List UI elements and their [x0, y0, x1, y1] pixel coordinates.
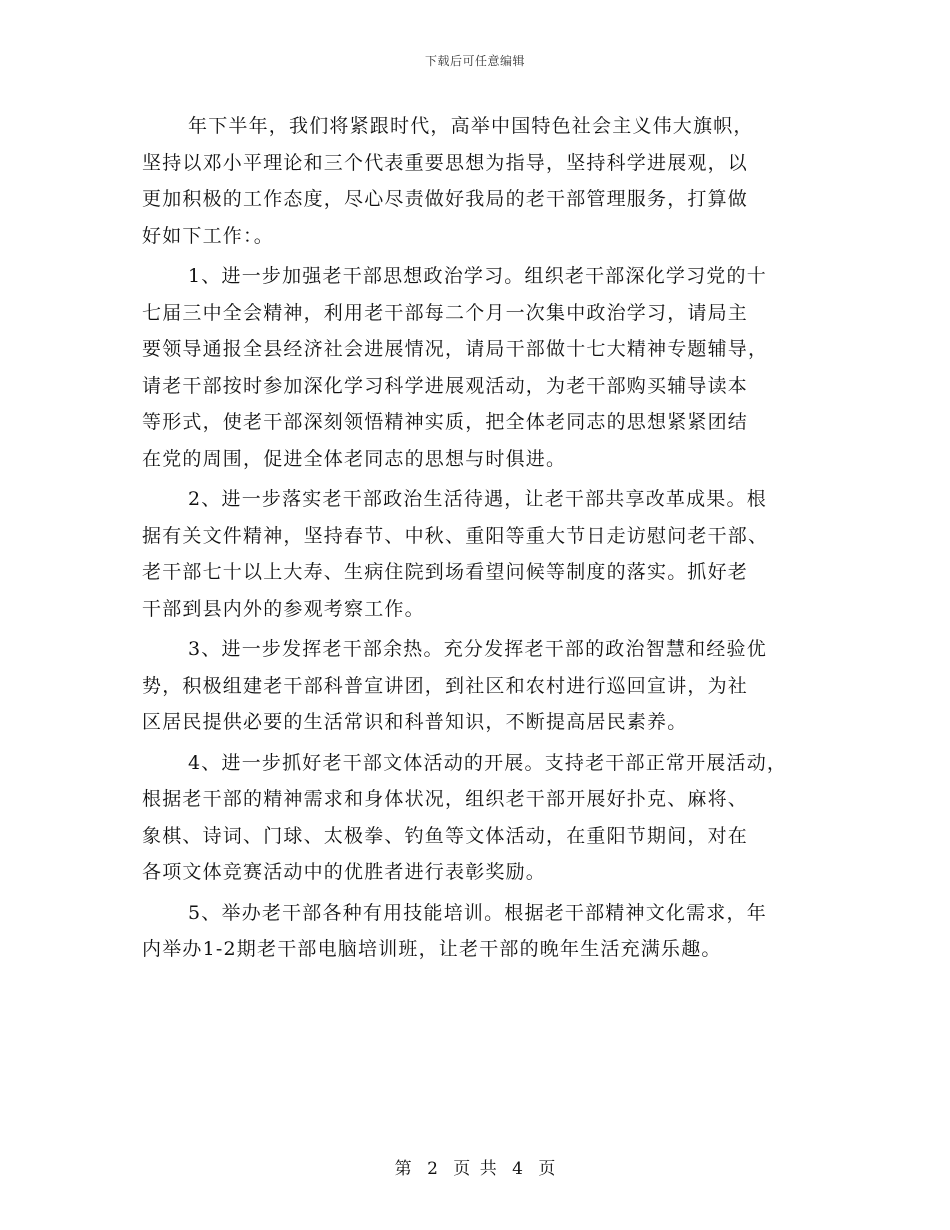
- footer-suffix: 页: [538, 1159, 556, 1179]
- text-line: 根据老干部的精神需求和身体状况，组织老干部开展好扑克、麻将、: [142, 788, 749, 810]
- text-line: 好如下工作：。: [142, 224, 274, 247]
- text-line: 2、进一步落实老干部政治生活待遇，让老干部共享改革成果。根: [188, 488, 767, 510]
- text-line: 象棋、诗词、门球、太极拳、钓鱼等文体活动，在重阳节期间，对在: [142, 824, 749, 847]
- page-footer: [0, 1154, 950, 1179]
- text-line: 要领导通报全县经济社会进展情况，请局干部做十七大精神专题辅导，: [142, 338, 769, 360]
- text-line: 势，积极组建老干部科普宣讲团，到社区和农村进行巡回宣讲，为社: [142, 674, 749, 697]
- text-line: 更加积极的工作态度，尽心尽责做好我局的老干部管理服务，打算做: [142, 188, 749, 210]
- text-line: 各项文体竞赛活动中的优胜者进行表彰奖励。: [142, 861, 547, 883]
- text-line: 等形式，使老干部深刻领悟精神实质，把全体老同志的思想紧紧团结: [142, 411, 749, 433]
- paragraph: [142, 258, 832, 477]
- text-line: 5、举办老干部各种有用技能培训。根据老干部精神文化需求，年: [188, 901, 767, 924]
- text-line: 据有关文件精神，坚持春节、中秋、重阳等重大节日走访慰问老干部、: [142, 524, 769, 547]
- text-line: 在党的周围，促进全体老同志的思想与时俱进。: [142, 447, 567, 470]
- text-line: 老干部七十以上大寿、生病住院到场看望问候等制度的落实。抓好老: [142, 561, 749, 583]
- text-line: 1、进一步加强老干部思想政治学习。组织老干部深化学习党的十: [188, 265, 767, 287]
- text-line: 干部到县内外的参观考察工作。: [142, 597, 425, 620]
- footer-prefix: 第: [394, 1159, 412, 1179]
- paragraph: [142, 895, 832, 968]
- text-line: 七届三中全会精神，利用老干部每二个月一次集中政治学习，请局主: [142, 301, 749, 324]
- text-line: 4、进一步抓好老干部文体活动的开展。支持老干部正常开展活动，: [188, 751, 788, 774]
- paragraph: [142, 745, 832, 891]
- text-line: 区居民提供必要的生活常识和科普知识，不断提高居民素养。: [142, 711, 688, 733]
- text-line: 请老干部按时参加深化学习科学进展观活动，为老干部购买辅导读本: [142, 374, 749, 397]
- text-line: 内举办1-2期老干部电脑培训班，让老干部的晚年生活充满乐趣。: [142, 938, 722, 960]
- current-page-number: 2: [427, 1159, 438, 1179]
- text-line: 3、进一步发挥老干部余热。充分发挥老干部的政治智慧和经验优: [188, 638, 767, 660]
- paragraph: [142, 481, 832, 627]
- footer-middle: 页 共: [453, 1159, 497, 1179]
- text-line: 年下半年，我们将紧跟时代，高举中国特色社会主义伟大旗帜，: [188, 115, 754, 137]
- total-page-count: 4: [512, 1159, 523, 1179]
- paragraph: [142, 631, 832, 741]
- paragraph: [142, 108, 832, 254]
- page-header-note: 下载后可任意编辑: [424, 54, 525, 68]
- document-body: [142, 108, 832, 968]
- text-line: 坚持以邓小平理论和三个代表重要思想为指导，坚持科学进展观，以: [142, 151, 749, 174]
